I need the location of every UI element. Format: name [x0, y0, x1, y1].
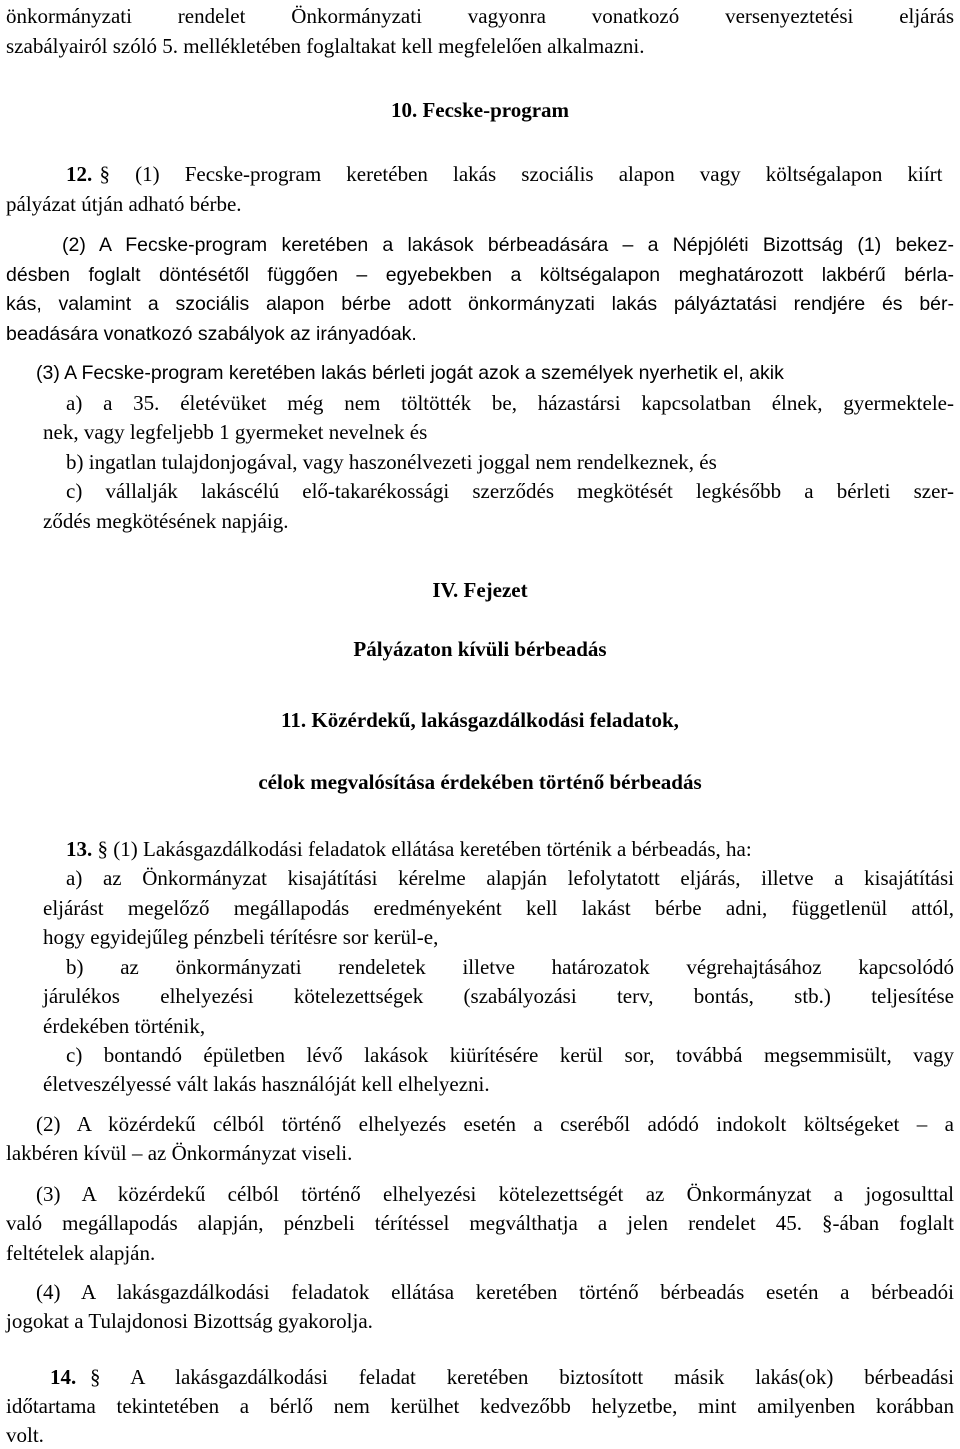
para-12-p1-text: § (1) Fecske-program keretében lakás szociális alapon vagy költségalapon kiírt [99, 162, 943, 186]
para-13-p3-line-2: való megállapodás alapján, pénzbeli térítéssel megválthatja a jelen rendelet 45. §-ában foglalt [6, 1211, 954, 1235]
para-14-line-2: időtartama tekintetében a bérlő nem kerülhet kedvezőbb helyzetbe, mint amilyenben korábban [6, 1394, 954, 1418]
para-13-a-line-2: eljárást megelőző megállapodás eredményeként kell lakást bérbe adni, függetlenül attól, [43, 896, 954, 920]
para-13-number: 13. [66, 837, 93, 861]
para-14-line-1 [6, 1363, 954, 1391]
para-12-p1-line-2: pályázat útján adható bérbe. [6, 192, 242, 216]
para-13-b-line-2: járulékos elhelyezési kötelezettségek (szabályozási terv, bontás, stb.) teljesítése [43, 984, 954, 1008]
para-12-number: 12. [66, 162, 93, 186]
section-11-title-line-2: célok megvalósítása érdekében történő bérbeadás [258, 770, 702, 794]
para-13-b-line-1: b) az önkormányzati rendeletek illetve határozatok végrehajtásához kapcsolódó [66, 955, 954, 979]
para-12-c-line-2: ződés megkötésének napjáig. [43, 509, 289, 533]
chapter-subtitle: Pályázaton kívüli bérbeadás [353, 637, 607, 661]
para-12-p2-line-4: beadására vonatkozó szabályok az irányadóak. [6, 323, 417, 345]
para-12-a-line-2: nek, vagy legfeljebb 1 gyermeket nevelnek és [43, 420, 428, 444]
para-13-p3-line-1: (3) A közérdekű célból történő elhelyezési kötelezettségét az Önkormányzat a jogosulttal [36, 1182, 954, 1206]
para-12-p1-line-1 [6, 160, 954, 188]
section-10-title: 10. Fecske-program [390, 98, 570, 122]
para-14-line-3: volt. [6, 1423, 44, 1447]
para-13-p4-line-2: jogokat a Tulajdonosi Bizottság gyakorolja. [6, 1309, 373, 1333]
para-12-p3-line-1: (3) A Fecske-program keretében lakás bérleti jogát azok a személyek nyerhetik el, akik [36, 362, 784, 384]
para-13-p1-line-1 [6, 835, 954, 863]
para-12-p2-line-1: (2) A Fecske-program keretében a lakások bérbeadására – a Népjóléti Bizottság (1) bekez- [62, 234, 954, 256]
para-12-p2-line-2: désben foglalt döntésétől függően – egyebekben a költségalapon meghatározott lakbérű bérla- [6, 264, 954, 286]
para-14-text-1: § A lakásgazdálkodási feladat keretében biztosított másik lakás(ok) bérbeadási [90, 1365, 954, 1389]
para-12-a-line-1: a) a 35. életévüket még nem töltötték be, házastársi kapcsolatban élnek, gyermektele- [66, 391, 954, 415]
para-14-number: 14. [50, 1365, 77, 1389]
chapter-title: IV. Fejezet [432, 578, 528, 602]
para-13-a-line-3: hogy egyidejűleg pénzbeli térítésre sor kerül-e, [43, 925, 439, 949]
para-13-c-line-2: életveszélyessé vált lakás használóját kell elhelyezni. [43, 1072, 490, 1096]
para-13-b-line-3: érdekében történik, [43, 1014, 206, 1038]
para-12-b-line-1: b) ingatlan tulajdonjogával, vagy haszonélvezeti joggal nem rendelkeznek, és [66, 450, 717, 474]
para-13-c-line-1: c) bontandó épületben lévő lakások kiürítésére kerül sor, továbbá megsemmisült, vagy [66, 1043, 954, 1067]
para-13-p2-line-1: (2) A közérdekű célból történő elhelyezés esetén a cseréből adódó indokolt költségeket – a [36, 1112, 954, 1136]
intro-line-1: önkormányzati rendelet Önkormányzati vagyonra vonatkozó versenyeztetési eljárás [6, 4, 954, 28]
section-11-title-line-1: 11. Közérdekű, lakásgazdálkodási feladatok, [281, 708, 679, 732]
para-13-a-line-1: a) az Önkormányzat kisajátítási kérelme alapján lefolytatott eljárás, illetve a kisajátítási [66, 866, 954, 890]
para-13-p3-line-3: feltételek alapján. [6, 1241, 156, 1265]
para-13-p1-text: § (1) Lakásgazdálkodási feladatok ellátása keretében történik a bérbeadás, ha: [97, 837, 752, 861]
para-12-c-line-1: c) vállalják lakáscélú elő-takarékossági szerződés megkötését legkésőbb a bérleti szer- [66, 479, 954, 503]
para-13-p4-line-1: (4) A lakásgazdálkodási feladatok ellátása keretében történő bérbeadás esetén a bérbeadói [36, 1280, 954, 1304]
para-12-p2-line-3: kás, valamint a szociális alapon bérbe adott önkormányzati lakás pályáztatási rendjére és bér- [6, 293, 954, 315]
intro-line-2: szabályairól szóló 5. mellékletében foglaltakat kell megfelelően alkalmazni. [6, 34, 645, 58]
para-13-p2-line-2: lakbéren kívül – az Önkormányzat viseli. [6, 1141, 353, 1165]
